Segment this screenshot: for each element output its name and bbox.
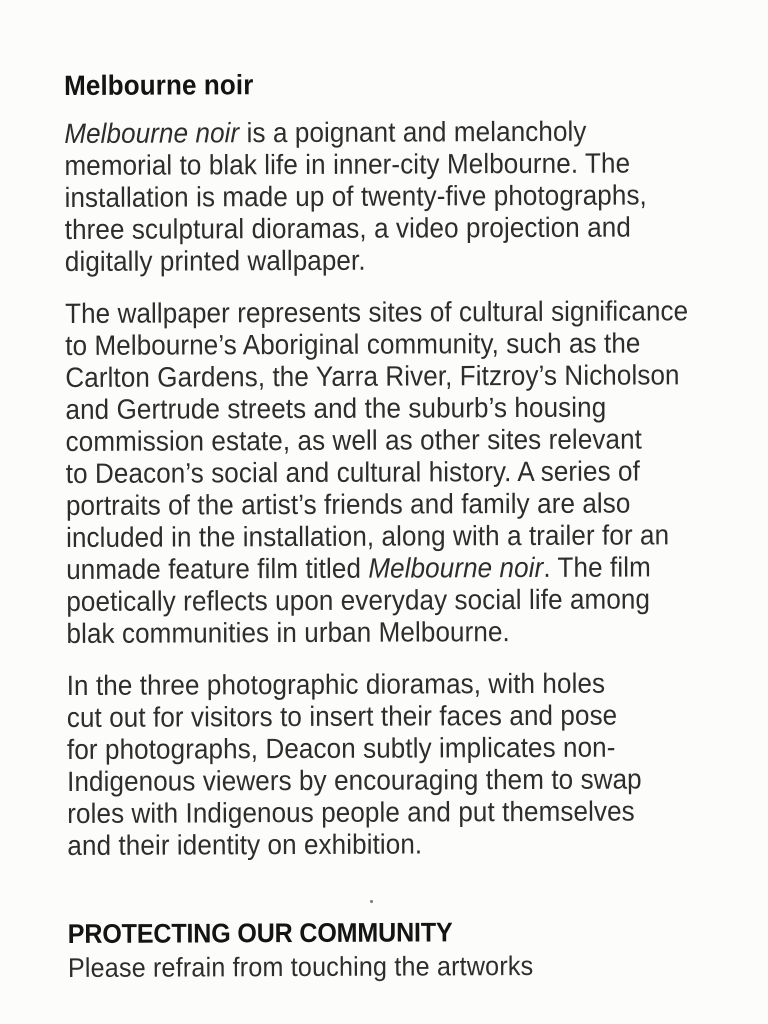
text-run: In the three photographic dioramas, with holes: [66, 667, 606, 701]
notice-text: Please refrain from touching the artworks: [67, 950, 534, 983]
text-run: and Gertrude streets and the suburb’s housing: [65, 391, 607, 425]
paragraph: [65, 295, 755, 650]
text-run: blak communities in urban Melbourne.: [66, 616, 510, 649]
notice-section: [68, 915, 756, 984]
text-run: poetically reflects upon everyday social life among: [66, 583, 651, 617]
italic-text-run: Melbourne noir: [368, 551, 544, 584]
scan-artifact-speck: [370, 900, 373, 903]
article-body: [64, 115, 755, 862]
notice-heading: PROTECTING OUR COMMUNITY: [67, 917, 453, 949]
text-run: included in the installation, along with a trailer for an: [65, 519, 670, 553]
text-run: and their identity on exhibition.: [67, 828, 423, 861]
text-run: portraits of the artist’s friends and family are also: [65, 487, 631, 521]
page-title: Melbourne noir: [64, 69, 254, 101]
text-run: cut out for visitors to insert their faces and pose: [66, 699, 618, 733]
text-run: to Melbourne’s Aboriginal community, such as the: [65, 327, 641, 361]
text-run: to Deacon’s social and cultural history. A series of: [65, 455, 640, 489]
paragraph: [67, 667, 756, 862]
paragraph: [64, 115, 753, 278]
italic-text-run: Melbourne noir: [64, 117, 240, 149]
text-run: three sculptural dioramas, a video projection and: [64, 211, 631, 245]
text-run: roles with Indigenous people and put themselves: [67, 795, 635, 829]
text-run: The wallpaper represents sites of cultural significance: [64, 295, 689, 329]
text-run: installation is made up of twenty-five photographs,: [64, 179, 647, 213]
text-run: commission estate, as well as other sites relevant: [65, 423, 643, 457]
text-run: digitally printed wallpaper.: [64, 244, 366, 277]
text-run: Indigenous viewers by encouraging them to swap: [67, 763, 642, 797]
text-run: memorial to blak life in inner-city Melbourne. The: [64, 147, 631, 181]
document-content: [64, 67, 756, 984]
text-run: Carlton Gardens, the Yarra River, Fitzroy’s Nicholson: [65, 359, 680, 393]
text-run: unmade feature film titled: [66, 552, 369, 585]
text-run: for photographs, Deacon subtly implicates non-: [66, 731, 616, 765]
text-run: . The film: [543, 551, 651, 583]
text-run: is a poignant and melancholy: [239, 115, 587, 149]
